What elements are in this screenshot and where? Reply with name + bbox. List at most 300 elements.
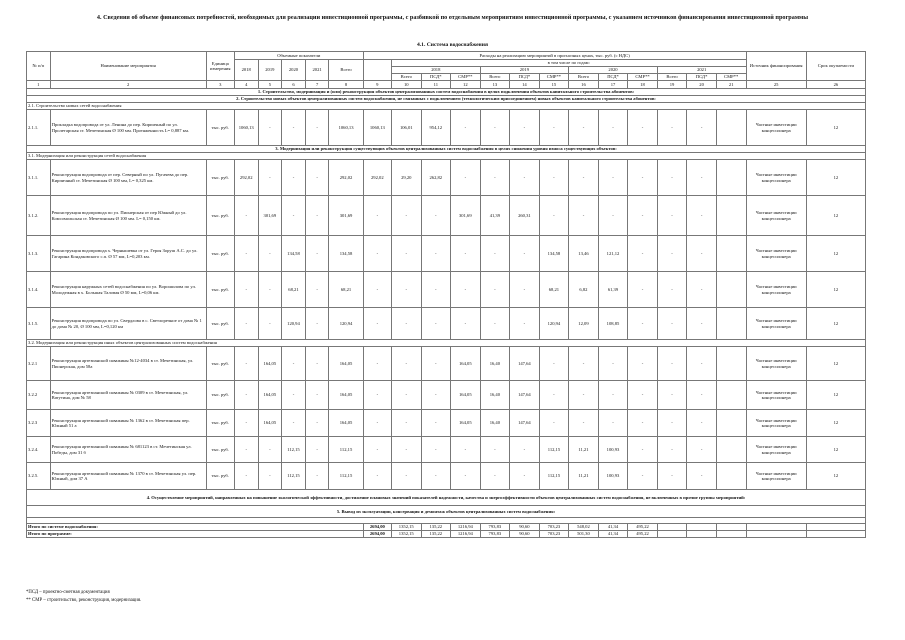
row-unit: тыс. руб. xyxy=(206,463,234,490)
cell: 147,64 xyxy=(510,381,540,410)
cell: - xyxy=(480,308,510,340)
cell xyxy=(687,531,717,538)
cell: - xyxy=(569,347,599,381)
cell xyxy=(716,160,746,196)
cell: 1352,15 xyxy=(392,524,422,531)
table-row xyxy=(27,196,866,236)
header-2021-smr: СМР** xyxy=(716,74,746,81)
cell: 301,69 xyxy=(451,196,481,236)
row-unit: тыс. руб. xyxy=(206,347,234,381)
table-row xyxy=(27,463,866,490)
cell: - xyxy=(510,160,540,196)
row-name: Реконструкция наружных сетей водоснабжения по ул. Ворошилова по ул. Молодежная в х. Большая Таловая Ø 50 мм, L=0,06 км. xyxy=(50,272,206,308)
cell: - xyxy=(687,196,717,236)
table-row xyxy=(27,272,866,308)
col-number: 8 xyxy=(329,81,363,89)
cell xyxy=(716,524,746,531)
financing-table xyxy=(26,51,866,538)
col-number: 26 xyxy=(806,81,865,89)
cell: 292,02 xyxy=(363,160,391,196)
cell: 120,94 xyxy=(539,308,569,340)
cell: - xyxy=(421,308,451,340)
cell: - xyxy=(234,236,258,272)
cell xyxy=(746,531,806,538)
cell: - xyxy=(258,437,282,463)
cell: 134,58 xyxy=(329,236,363,272)
cell xyxy=(716,196,746,236)
cell: - xyxy=(628,347,658,381)
row-unit: тыс. руб. xyxy=(206,160,234,196)
row-name: Реконструкция водопровода от пер. Северный по ул. Пугачева до пер. Кирпичный ст. Мечетинская Ø 100 мм, L= 0,325 км. xyxy=(50,160,206,196)
col-number: 15 xyxy=(539,81,569,89)
footnotes xyxy=(26,589,141,605)
cell xyxy=(716,437,746,463)
cell: 13,46 xyxy=(569,236,599,272)
cell: - xyxy=(282,160,306,196)
row-num: 3.2.5. xyxy=(27,463,51,490)
cell: 41,39 xyxy=(480,196,510,236)
cell xyxy=(657,524,687,531)
col-number: 18 xyxy=(628,81,658,89)
cell: - xyxy=(510,463,540,490)
cell: - xyxy=(657,160,687,196)
row-unit: тыс. руб. xyxy=(206,110,234,146)
cell: - xyxy=(305,437,329,463)
cell: - xyxy=(628,410,658,437)
cell: 16,40 xyxy=(480,410,510,437)
cell: 112,15 xyxy=(539,437,569,463)
cell: - xyxy=(687,236,717,272)
cell: - xyxy=(392,410,422,437)
cell: - xyxy=(480,272,510,308)
cell: - xyxy=(305,160,329,196)
cell: - xyxy=(510,437,540,463)
cell xyxy=(806,524,865,531)
cell: 164,05 xyxy=(329,347,363,381)
cell: - xyxy=(282,410,306,437)
cell: - xyxy=(657,308,687,340)
cell: - xyxy=(657,347,687,381)
cell: - xyxy=(421,272,451,308)
cell: - xyxy=(657,410,687,437)
section-heading: 2. Строительство новых объектов централизованных систем водоснабжения, не связанных с подключением (технологическим присоединением) новых объектов капитального строительства абонентов: xyxy=(27,96,866,103)
cell: - xyxy=(480,236,510,272)
row-term: 12 xyxy=(806,272,865,308)
row-source: Частные инвестиции концессионера xyxy=(746,236,806,272)
row-term: 12 xyxy=(806,236,865,272)
row-unit: тыс. руб. xyxy=(206,437,234,463)
header-year-2019: 2019 xyxy=(480,67,569,74)
cell: - xyxy=(451,308,481,340)
cell xyxy=(716,531,746,538)
col-number: 6 xyxy=(282,81,306,89)
cell: - xyxy=(282,347,306,381)
header-2020-smr: СМР** xyxy=(628,74,658,81)
cell: - xyxy=(451,160,481,196)
cell: 495,22 xyxy=(628,524,658,531)
cell: - xyxy=(451,437,481,463)
cell: - xyxy=(305,463,329,490)
cell: - xyxy=(234,437,258,463)
cell: - xyxy=(234,272,258,308)
total-label: Итого по системе водоснабжения: xyxy=(27,524,364,531)
cell: - xyxy=(510,272,540,308)
row-source: Частные инвестиции концессионера xyxy=(746,347,806,381)
cell: - xyxy=(363,410,391,437)
cell: - xyxy=(392,308,422,340)
cell: - xyxy=(687,347,717,381)
cell: 135,22 xyxy=(421,524,451,531)
cell: 68,21 xyxy=(539,272,569,308)
header-vol-2021: 2021 xyxy=(305,60,329,81)
row-source: Частные инвестиции концессионера xyxy=(746,160,806,196)
col-number: 19 xyxy=(657,81,687,89)
row-name: Реконструкция артезианской скважины № 0309 в ст. Мечетинская, ул. Ватутина, дом № 58 xyxy=(50,381,206,410)
cell: - xyxy=(305,347,329,381)
cell: - xyxy=(628,308,658,340)
cell: 260,31 xyxy=(510,196,540,236)
cell: - xyxy=(657,196,687,236)
cell: 41,34 xyxy=(598,531,628,538)
header-year-2020: 2020 xyxy=(569,67,658,74)
cell: 120,94 xyxy=(282,308,306,340)
cell: - xyxy=(539,347,569,381)
cell: 106,01 xyxy=(392,110,422,146)
row-num: 2.1.1. xyxy=(27,110,51,146)
footnote-psd: *ПСД – проектно-сметная документация xyxy=(26,590,110,595)
cell: 501,30 xyxy=(569,531,599,538)
row-source: Частные инвестиции концессионера xyxy=(746,272,806,308)
cell: - xyxy=(363,196,391,236)
row-unit: тыс. руб. xyxy=(206,272,234,308)
row-unit: тыс. руб. xyxy=(206,196,234,236)
cell: - xyxy=(363,308,391,340)
header-year-2021: 2021 xyxy=(657,67,746,74)
cell: - xyxy=(234,410,258,437)
header-expenses: Расходы на реализацию мероприятий в прогнозных ценах, тыс. руб. (с НДС) xyxy=(363,52,746,60)
cell: - xyxy=(305,381,329,410)
cell: 793,83 xyxy=(480,524,510,531)
row-source: Частные инвестиции концессионера xyxy=(746,308,806,340)
cell: - xyxy=(451,463,481,490)
cell: - xyxy=(598,110,628,146)
cell: 1216,94 xyxy=(451,531,481,538)
cell: - xyxy=(392,272,422,308)
document-title: 4. Сведения об объеме финансовых потребностей, необходимых для реализации инвестиционной программы, с разбивкой по отдельным мероприятиям инвестиционной программы, с указанием источников финансирования инвестиционной программы xyxy=(96,14,809,21)
header-2019-psd: ПСД* xyxy=(510,74,540,81)
cell: 134,58 xyxy=(282,236,306,272)
cell: - xyxy=(234,308,258,340)
cell xyxy=(657,531,687,538)
row-num: 3.2.1 xyxy=(27,347,51,381)
col-number: 4 xyxy=(234,81,258,89)
cell: - xyxy=(363,463,391,490)
header-2018-smr: СМР** xyxy=(451,74,481,81)
cell: 11,21 xyxy=(569,463,599,490)
header-source: Источник финансирования xyxy=(746,52,806,81)
row-term: 12 xyxy=(806,160,865,196)
cell: 41,34 xyxy=(598,524,628,531)
table-row xyxy=(27,437,866,463)
cell: - xyxy=(539,381,569,410)
cell: - xyxy=(392,381,422,410)
cell: - xyxy=(628,196,658,236)
row-name: Реконструкция артезианской скважины № 1370 в ст. Мечетинская ул. пер. Южный, дом 37 А xyxy=(50,463,206,490)
section-heading: 1. Строительство, модернизация и (или) реконструкция объектов централизованных систем водоснабжения в целях подключения объектов капитального строительства абонентов: xyxy=(27,89,866,96)
cell: - xyxy=(282,381,306,410)
cell: 301,69 xyxy=(258,196,282,236)
cell: - xyxy=(687,160,717,196)
cell: - xyxy=(628,463,658,490)
row-num: 3.1.5. xyxy=(27,308,51,340)
cell: - xyxy=(363,272,391,308)
cell: 548,02 xyxy=(569,524,599,531)
cell xyxy=(716,110,746,146)
col-number: 11 xyxy=(421,81,451,89)
cell: - xyxy=(234,196,258,236)
header-2018-total: Всего xyxy=(392,74,422,81)
cell: 112,15 xyxy=(282,437,306,463)
row-num: 3.2.2 xyxy=(27,381,51,410)
cell: 12,09 xyxy=(569,308,599,340)
cell: 164,05 xyxy=(329,410,363,437)
col-number: 12 xyxy=(451,81,481,89)
row-unit: тыс. руб. xyxy=(206,381,234,410)
cell: - xyxy=(687,437,717,463)
cell: 164,05 xyxy=(329,381,363,410)
cell: 112,15 xyxy=(329,463,363,490)
cell xyxy=(716,463,746,490)
cell: - xyxy=(258,160,282,196)
footnote-smr: ** СМР – строительство, реконструкция, модернизация. xyxy=(26,598,142,603)
col-number: 13 xyxy=(480,81,510,89)
row-name: Реконструкция водопровода х. Чернышевка от ул. Героя Зоруш А.С. до ул. Гагарина Кондаковского с.п. Ø 57 мм, L=0,203 км. xyxy=(50,236,206,272)
cell: 16,40 xyxy=(480,381,510,410)
cell: - xyxy=(480,437,510,463)
cell: 2694,00 xyxy=(363,531,391,538)
cell xyxy=(806,531,865,538)
row-name: Реконструкция артезианской скважины № 1362 в ст. Мечетинская пер. Южный 51 а xyxy=(50,410,206,437)
cell: 164,05 xyxy=(258,347,282,381)
cell: - xyxy=(305,236,329,272)
cell: - xyxy=(657,437,687,463)
cell: 29,20 xyxy=(392,160,422,196)
header-exp-blank xyxy=(363,60,391,81)
cell: 100,93 xyxy=(598,437,628,463)
row-term: 12 xyxy=(806,463,865,490)
cell: 703,23 xyxy=(539,531,569,538)
cell: - xyxy=(687,272,717,308)
cell: - xyxy=(687,110,717,146)
cell: - xyxy=(421,437,451,463)
cell: 164,05 xyxy=(258,410,282,437)
cell xyxy=(716,236,746,272)
cell: - xyxy=(480,160,510,196)
total-row xyxy=(27,524,866,531)
header-2020-psd: ПСД* xyxy=(598,74,628,81)
table-row xyxy=(27,308,866,340)
header-2019-smr: СМР** xyxy=(539,74,569,81)
row-name: Реконструкция водопровода по ул. Свердлова в с. Светлоречное от дома № 1 до дома № 20, Ø 100 мм, L=0,120 км xyxy=(50,308,206,340)
row-num: 3.1.3. xyxy=(27,236,51,272)
cell: 495,22 xyxy=(628,531,658,538)
row-source: Частные инвестиции концессионера xyxy=(746,196,806,236)
row-num: 3.1.1. xyxy=(27,160,51,196)
header-name: Наименование мероприятия xyxy=(50,52,206,81)
table-row xyxy=(27,110,866,146)
cell: - xyxy=(421,347,451,381)
cell: - xyxy=(510,110,540,146)
cell: 147,64 xyxy=(510,410,540,437)
cell: - xyxy=(539,160,569,196)
col-number: 1 xyxy=(27,81,51,89)
cell: - xyxy=(687,308,717,340)
col-number: 5 xyxy=(258,81,282,89)
row-term: 12 xyxy=(806,381,865,410)
cell: - xyxy=(421,410,451,437)
cell: - xyxy=(628,437,658,463)
cell: 1060,13 xyxy=(234,110,258,146)
cell: 121,12 xyxy=(598,236,628,272)
row-name: Реконструкция водопровода по ул. Пионерская от пер Южный до ул. Комсомольская ст. Мечетинская Ø 100 мм. L= 0,150 км. xyxy=(50,196,206,236)
cell: 11,21 xyxy=(569,437,599,463)
cell: - xyxy=(363,437,391,463)
cell: - xyxy=(234,381,258,410)
row-num: 3.1.2. xyxy=(27,196,51,236)
cell: - xyxy=(451,272,481,308)
cell: - xyxy=(539,110,569,146)
cell: 112,15 xyxy=(329,437,363,463)
header-vol-2018: 2018 xyxy=(234,60,258,81)
cell: - xyxy=(480,110,510,146)
header-vol-2020: 2020 xyxy=(282,60,306,81)
header-volume: Объемные показатели xyxy=(234,52,363,60)
cell: - xyxy=(539,196,569,236)
cell xyxy=(746,524,806,531)
cell: 108,85 xyxy=(598,308,628,340)
cell: 164,05 xyxy=(258,381,282,410)
cell: 112,15 xyxy=(282,463,306,490)
row-term: 12 xyxy=(806,410,865,437)
cell: - xyxy=(569,110,599,146)
cell: - xyxy=(598,347,628,381)
cell: - xyxy=(363,381,391,410)
header-num: № п/п xyxy=(27,52,51,81)
header-by-years: в том числе по годам: xyxy=(392,60,747,67)
row-name: Прокладка водопровода от ул. Ленина до пер. Кирпичный по ул. Пролетарская ст. Мечетинская Ø 100 мм. Протяженность L= 0,887 км. xyxy=(50,110,206,146)
total-row xyxy=(27,531,866,538)
cell: - xyxy=(539,410,569,437)
col-number: 17 xyxy=(598,81,628,89)
cell xyxy=(716,272,746,308)
cell: 135,22 xyxy=(421,531,451,538)
section-heading: 3. Модернизация или реконструкция существующих объектов централизованных систем водоснабжения в целях снижения уровня износа существующих объектов: xyxy=(27,146,866,153)
cell: - xyxy=(421,236,451,272)
row-term: 12 xyxy=(806,110,865,146)
row-term: 12 xyxy=(806,196,865,236)
cell: - xyxy=(598,196,628,236)
cell: - xyxy=(451,110,481,146)
cell: - xyxy=(657,381,687,410)
cell: - xyxy=(687,381,717,410)
cell: - xyxy=(392,437,422,463)
cell: - xyxy=(628,381,658,410)
cell: - xyxy=(569,196,599,236)
cell: 1060,13 xyxy=(363,110,391,146)
cell: - xyxy=(451,236,481,272)
row-unit: тыс. руб. xyxy=(206,308,234,340)
col-number: 21 xyxy=(716,81,746,89)
cell: 292,02 xyxy=(234,160,258,196)
table-row xyxy=(27,160,866,196)
cell: - xyxy=(258,463,282,490)
cell: - xyxy=(305,308,329,340)
cell: - xyxy=(421,196,451,236)
cell: - xyxy=(569,160,599,196)
cell xyxy=(687,524,717,531)
cell: - xyxy=(305,196,329,236)
cell: - xyxy=(392,236,422,272)
cell: 1352,15 xyxy=(392,531,422,538)
cell: - xyxy=(628,272,658,308)
cell: 954,12 xyxy=(421,110,451,146)
table-row xyxy=(27,236,866,272)
cell: - xyxy=(282,110,306,146)
cell: 6,82 xyxy=(569,272,599,308)
row-name: Реконструкция артезианской скважины №12-4034 в ст. Мечетинская, ул. Пионерская, дом 58а xyxy=(50,347,206,381)
cell: - xyxy=(657,463,687,490)
row-unit: тыс. руб. xyxy=(206,236,234,272)
column-numbers-row xyxy=(27,81,866,89)
row-source: Частные инвестиции концессионера xyxy=(746,463,806,490)
cell: - xyxy=(258,236,282,272)
cell: - xyxy=(657,110,687,146)
cell: - xyxy=(628,110,658,146)
table-row xyxy=(27,410,866,437)
cell: - xyxy=(628,236,658,272)
cell: 164,05 xyxy=(451,381,481,410)
document-subtitle: 4.1. Система водоснабжения xyxy=(416,42,489,48)
header-vol-2019: 2019 xyxy=(258,60,282,81)
cell: 90,60 xyxy=(510,524,540,531)
cell xyxy=(716,381,746,410)
cell: 703,23 xyxy=(539,524,569,531)
header-2018-psd: ПСД* xyxy=(421,74,451,81)
col-number: 10 xyxy=(392,81,422,89)
header-year-2018: 2018 xyxy=(392,67,481,74)
cell: - xyxy=(598,160,628,196)
cell: 16,40 xyxy=(480,347,510,381)
row-name: Реконструкция артезианской скважины № 681123 в ст. Мечетинская ул. Победы, дом 31 б xyxy=(50,437,206,463)
cell: 134,58 xyxy=(539,236,569,272)
cell: - xyxy=(282,196,306,236)
cell: 120,94 xyxy=(329,308,363,340)
row-num: 3.1.4. xyxy=(27,272,51,308)
row-term: 12 xyxy=(806,308,865,340)
cell: - xyxy=(392,347,422,381)
header-term: Срок окупаемости xyxy=(806,52,865,81)
cell: 262,82 xyxy=(421,160,451,196)
header-2019-total: Всего xyxy=(480,74,510,81)
cell: - xyxy=(392,463,422,490)
col-number: 20 xyxy=(687,81,717,89)
row-source: Частные инвестиции концессионера xyxy=(746,437,806,463)
cell: - xyxy=(258,110,282,146)
cell: 164,05 xyxy=(451,347,481,381)
cell: - xyxy=(569,410,599,437)
subsection-heading: 2.1. Строительство новых сетей водоснабжения xyxy=(27,103,866,110)
cell: 112,15 xyxy=(539,463,569,490)
